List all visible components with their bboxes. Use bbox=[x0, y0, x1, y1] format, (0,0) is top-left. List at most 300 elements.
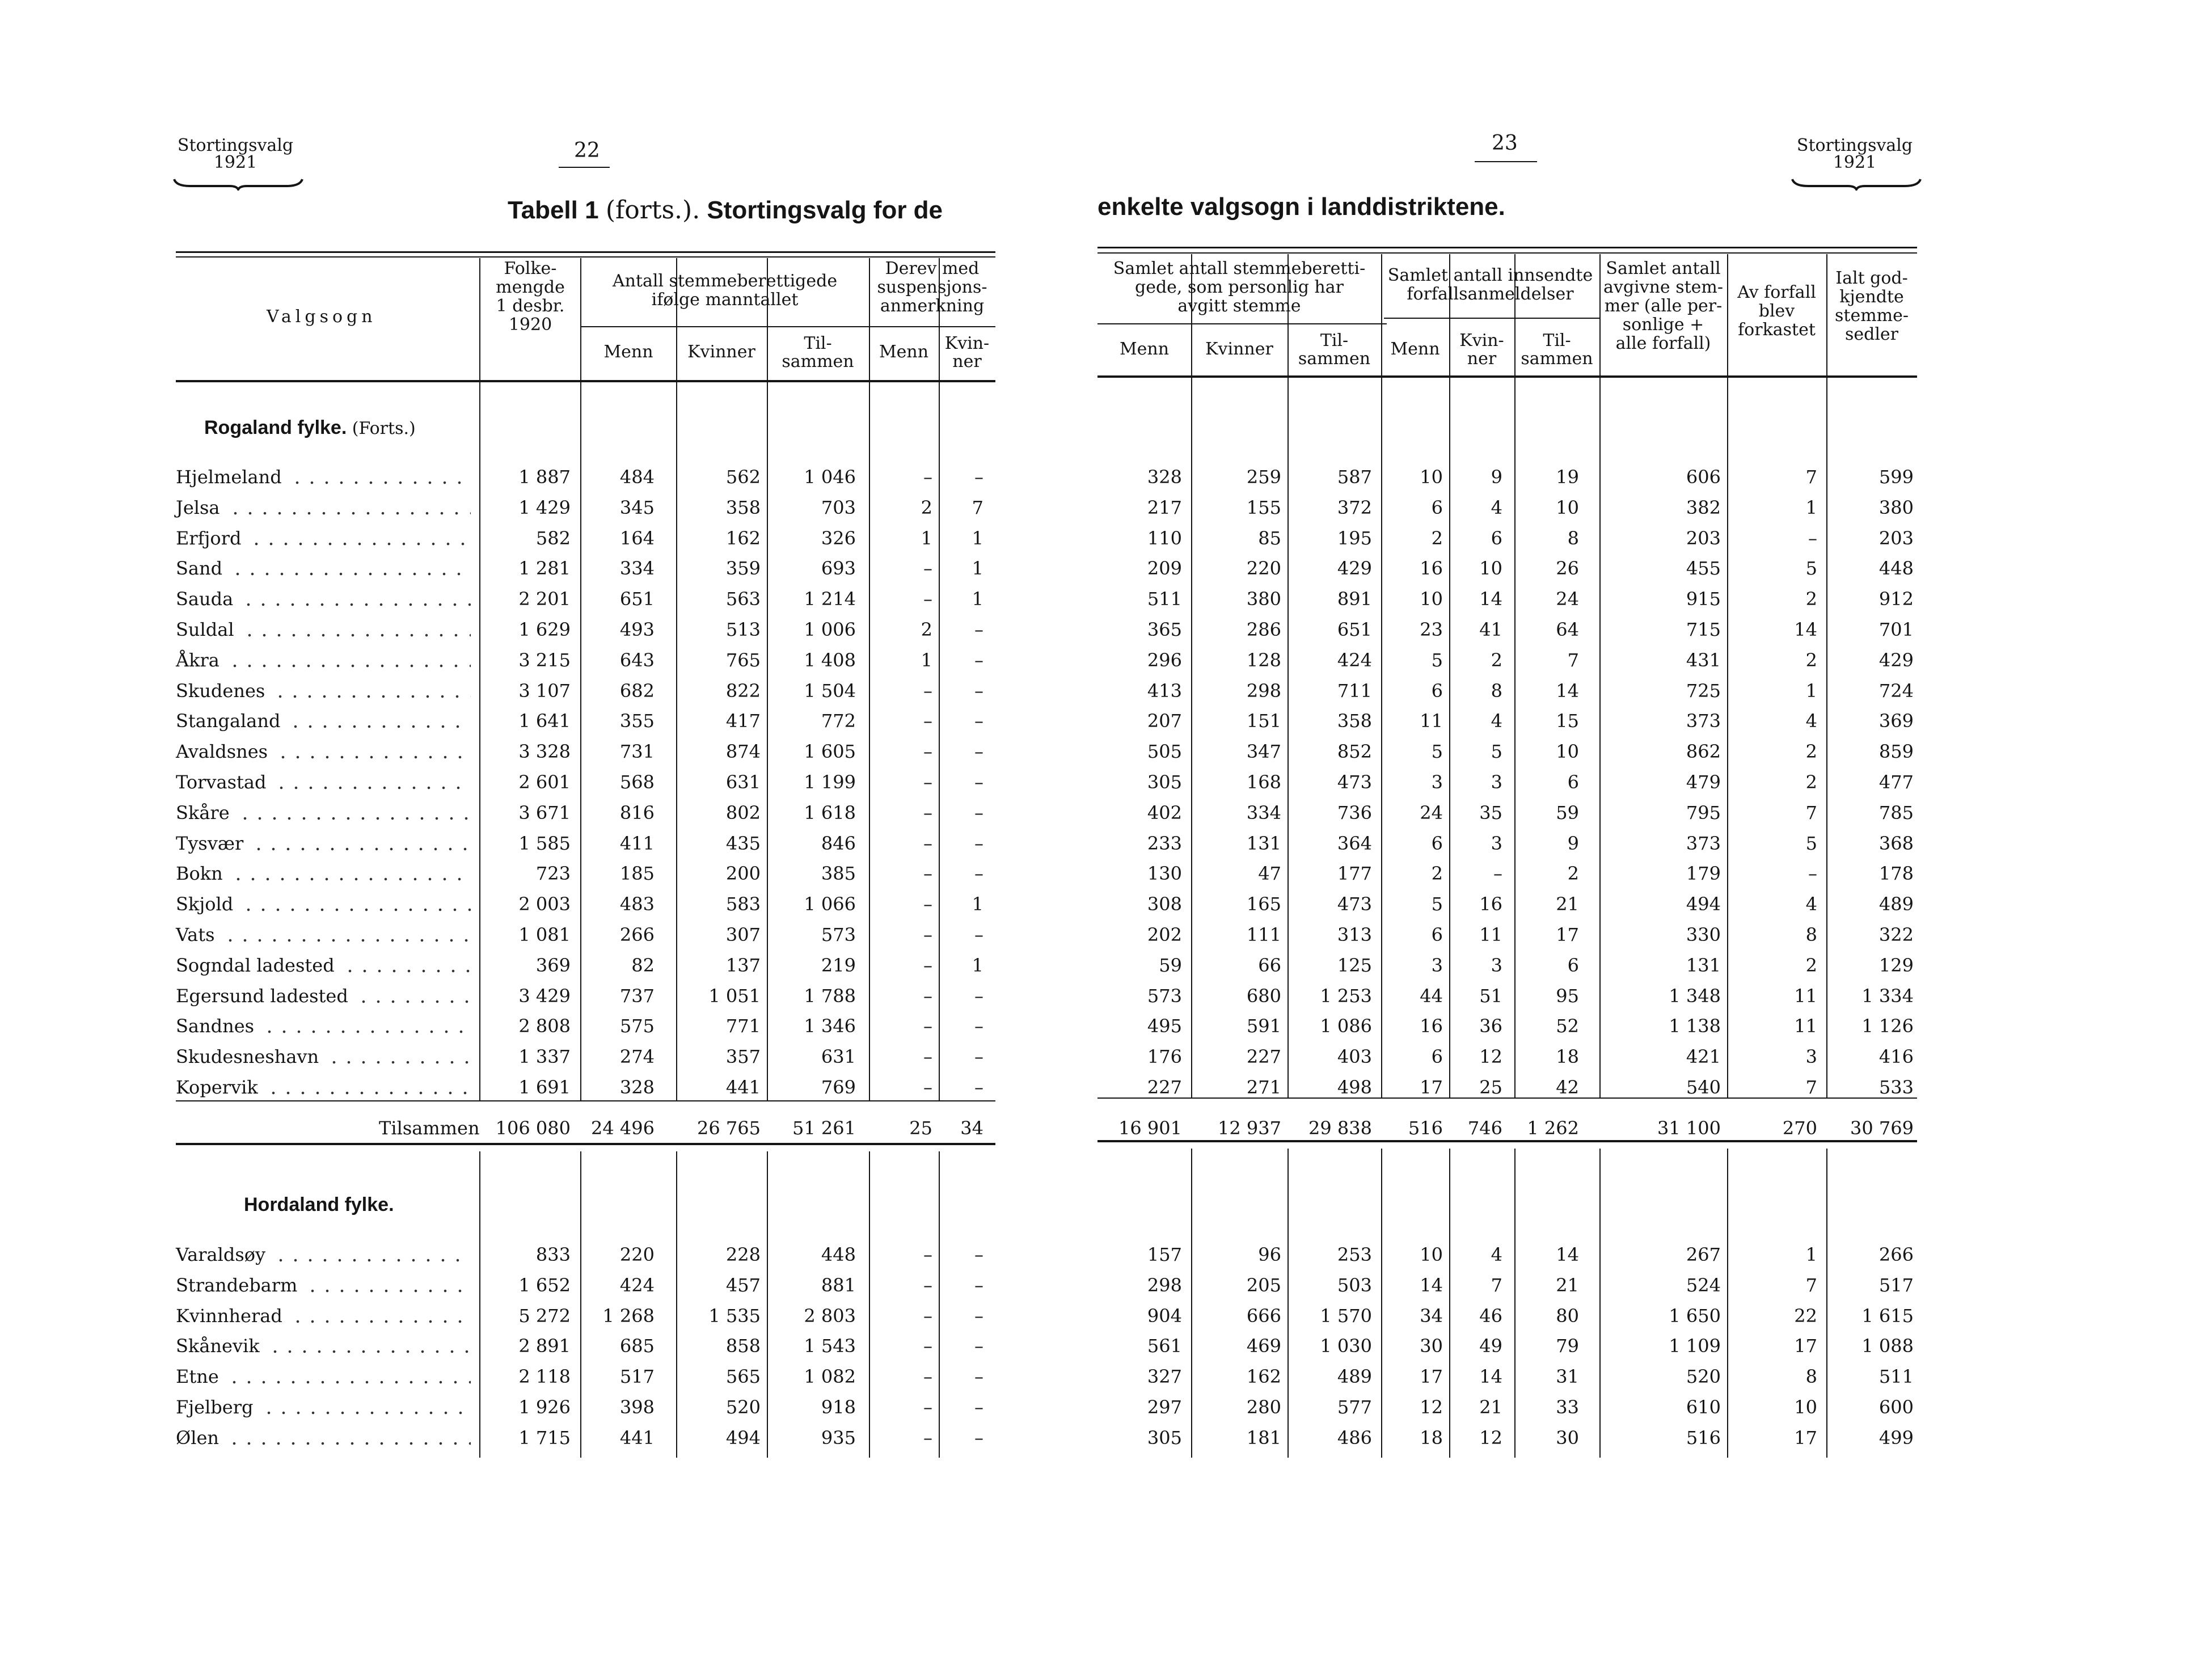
table-cell: 128 bbox=[1246, 649, 1281, 671]
table-cell: 2 803 bbox=[804, 1305, 856, 1327]
table-cell: 3 215 bbox=[518, 649, 571, 671]
table-cell: 131 bbox=[1686, 954, 1721, 976]
table-cell: 305 bbox=[1147, 1426, 1182, 1449]
table-cell: 15 bbox=[1556, 710, 1579, 732]
table-cell: 2 bbox=[921, 619, 932, 640]
total-cell: 25 bbox=[909, 1117, 932, 1139]
table-cell: 513 bbox=[725, 619, 761, 640]
table-cell: 31 bbox=[1556, 1366, 1579, 1388]
header-r-tilsammen-line: sammen bbox=[1298, 349, 1371, 369]
table-cell: 3 bbox=[1491, 832, 1502, 854]
row-name: Skudesneshavn bbox=[176, 1046, 319, 1068]
table-cell: 17 bbox=[1794, 1426, 1817, 1449]
table-cell: 42 bbox=[1556, 1077, 1579, 1098]
top-rule-right-thin bbox=[1097, 252, 1917, 254]
table-cell: 769 bbox=[821, 1077, 856, 1098]
table-cell: 380 bbox=[1878, 496, 1914, 518]
table-cell: 503 bbox=[1337, 1274, 1372, 1296]
table-cell: – bbox=[974, 771, 983, 793]
table-cell: 79 bbox=[1556, 1335, 1579, 1357]
row-name: Egersund ladested bbox=[176, 985, 348, 1007]
table-cell: 680 bbox=[1246, 985, 1281, 1007]
dot-leader bbox=[276, 741, 471, 759]
table-cell: 852 bbox=[1337, 741, 1372, 763]
table-cell: 701 bbox=[1878, 619, 1914, 640]
table-cell: 7 bbox=[1567, 649, 1579, 671]
table-cell: 486 bbox=[1337, 1426, 1372, 1449]
table-cell: 125 bbox=[1337, 954, 1372, 976]
table-cell: 682 bbox=[619, 679, 655, 702]
table-cell: 14 bbox=[1479, 588, 1502, 610]
right-running-header bbox=[1789, 137, 1920, 171]
table-cell: 334 bbox=[1246, 801, 1281, 824]
table-cell: 1 bbox=[972, 527, 983, 549]
row-name: Kopervik bbox=[176, 1077, 258, 1098]
table-cell: 35 bbox=[1479, 801, 1502, 824]
table-cell: 1 570 bbox=[1320, 1305, 1372, 1327]
table-cell: 498 bbox=[1337, 1077, 1372, 1098]
table-cell: 80 bbox=[1556, 1305, 1579, 1327]
table-cell: 2 891 bbox=[518, 1335, 571, 1357]
table-cell: 411 bbox=[619, 832, 655, 854]
table-cell: 1 bbox=[972, 954, 983, 976]
right-page-number: 23 bbox=[1492, 132, 1518, 155]
header-forfall-menn: Menn bbox=[1390, 339, 1440, 359]
table-cell: 1 bbox=[1805, 1244, 1817, 1265]
table-cell: 1 bbox=[1805, 496, 1817, 518]
header-folkemengde-line: 1 desbr. bbox=[496, 296, 565, 316]
table-cell: 280 bbox=[1246, 1396, 1281, 1418]
dot-leader bbox=[266, 1077, 471, 1095]
table-cell: 9 bbox=[1567, 832, 1579, 854]
column-divider-right bbox=[1514, 254, 1516, 1098]
table-cell: – bbox=[974, 1244, 983, 1265]
table-cell: 10 bbox=[1420, 588, 1443, 610]
table-cell: 4 bbox=[1491, 1244, 1502, 1265]
table-cell: 666 bbox=[1246, 1305, 1281, 1327]
table-cell: 802 bbox=[725, 801, 761, 824]
table-cell: 577 bbox=[1337, 1396, 1372, 1418]
table-cell: 1 641 bbox=[518, 710, 571, 732]
table-cell: 1 605 bbox=[804, 741, 856, 763]
row-name: Jelsa bbox=[176, 496, 220, 518]
table-cell: 473 bbox=[1337, 771, 1372, 793]
table-cell: 369 bbox=[1878, 710, 1914, 732]
table-cell: 904 bbox=[1147, 1305, 1182, 1327]
table-cell: 2 808 bbox=[518, 1015, 571, 1037]
table-cell: 157 bbox=[1147, 1244, 1182, 1265]
table-cell: 17 bbox=[1420, 1077, 1443, 1098]
antall-subheader-rule bbox=[580, 326, 869, 327]
header-r-menn: Menn bbox=[1119, 339, 1170, 359]
rogaland-forts: (Forts.) bbox=[352, 419, 416, 438]
table-cell: 1 281 bbox=[518, 558, 571, 580]
table-cell: 5 272 bbox=[518, 1305, 571, 1327]
table-cell: 3 bbox=[1431, 954, 1443, 976]
table-cell: 4 bbox=[1805, 710, 1817, 732]
table-cell: 1 030 bbox=[1320, 1335, 1372, 1357]
table-cell: 575 bbox=[619, 1015, 655, 1037]
left-running-header bbox=[170, 137, 301, 171]
table-cell: 130 bbox=[1147, 863, 1182, 885]
table-cell: 52 bbox=[1556, 1015, 1579, 1037]
table-cell: 14 bbox=[1556, 679, 1579, 702]
table-cell: 181 bbox=[1246, 1426, 1281, 1449]
dot-leader bbox=[290, 466, 471, 484]
dot-leader bbox=[273, 1244, 471, 1262]
table-cell: 520 bbox=[725, 1396, 761, 1418]
table-cell: 765 bbox=[725, 649, 761, 671]
table-cell: – bbox=[923, 1396, 932, 1418]
table-cell: 82 bbox=[631, 954, 655, 976]
table-cell: 364 bbox=[1337, 832, 1372, 854]
table-cell: 477 bbox=[1878, 771, 1914, 793]
table-cell: 200 bbox=[725, 863, 761, 885]
table-cell: 17 bbox=[1556, 924, 1579, 945]
table-cell: 524 bbox=[1686, 1274, 1721, 1296]
table-cell: 1 bbox=[1805, 679, 1817, 702]
table-cell: 494 bbox=[725, 1426, 761, 1449]
table-cell: 3 bbox=[1491, 771, 1502, 793]
table-cell: 95 bbox=[1556, 985, 1579, 1007]
table-cell: 1 926 bbox=[518, 1396, 571, 1418]
header-av-forfall-line: blev bbox=[1758, 301, 1795, 321]
table-cell: 313 bbox=[1337, 924, 1372, 945]
table-cell: 266 bbox=[1878, 1244, 1914, 1265]
table-cell: 185 bbox=[619, 863, 655, 885]
table-cell: 429 bbox=[1337, 558, 1372, 580]
table-cell: 693 bbox=[821, 558, 856, 580]
header-samlet-avgivne-line: alle forfall) bbox=[1615, 334, 1711, 353]
table-cell: 685 bbox=[619, 1335, 655, 1357]
table-cell: 1 081 bbox=[518, 924, 571, 945]
table-cell: – bbox=[1493, 863, 1502, 885]
table-cell: 373 bbox=[1686, 710, 1721, 732]
table-cell: – bbox=[923, 466, 932, 488]
row-name: Skåre bbox=[176, 801, 230, 824]
table-cell: – bbox=[974, 1396, 983, 1418]
header-derev-line: Derev med bbox=[885, 259, 980, 278]
table-cell: 1 138 bbox=[1669, 1015, 1721, 1037]
table-cell: 651 bbox=[619, 588, 655, 610]
table-cell: 11 bbox=[1794, 985, 1817, 1007]
table-cell: 307 bbox=[725, 924, 761, 945]
top-rule bbox=[176, 251, 995, 253]
row-name: Strandebarm bbox=[176, 1274, 298, 1296]
dot-leader bbox=[249, 527, 471, 546]
header-samlet-avgivne-line: Samlet antall bbox=[1606, 259, 1721, 278]
dot-leader bbox=[223, 924, 471, 942]
row-name: Tysvær bbox=[176, 832, 244, 854]
table-cell: 3 107 bbox=[518, 679, 571, 702]
top-rule-right bbox=[1097, 247, 1917, 248]
table-cell: 6 bbox=[1431, 924, 1443, 945]
table-cell: 606 bbox=[1686, 466, 1721, 488]
table-cell: 203 bbox=[1878, 527, 1914, 549]
table-cell: 398 bbox=[619, 1396, 655, 1418]
table-cell: 5 bbox=[1431, 649, 1443, 671]
table-cell: – bbox=[974, 1046, 983, 1068]
table-cell: – bbox=[1808, 527, 1817, 549]
table-cell: – bbox=[923, 1015, 932, 1037]
table-cell: – bbox=[1808, 863, 1817, 885]
column-divider-left bbox=[767, 258, 768, 1100]
dot-leader bbox=[228, 497, 471, 515]
table-cell: 6 bbox=[1491, 527, 1502, 549]
table-cell: 34 bbox=[1420, 1305, 1443, 1327]
table-cell: 30 bbox=[1556, 1426, 1579, 1449]
total-cell: 34 bbox=[960, 1117, 983, 1139]
table-cell: 17 bbox=[1420, 1366, 1443, 1388]
header-samlet-personlig-line: avgitt stemme bbox=[1177, 296, 1301, 316]
table-cell: 44 bbox=[1420, 985, 1443, 1007]
row-name: Fjelberg bbox=[176, 1396, 254, 1418]
table-cell: 610 bbox=[1686, 1396, 1721, 1418]
table-cell: 1 348 bbox=[1669, 985, 1721, 1007]
table-cell: 2 bbox=[1567, 863, 1579, 885]
table-cell: 473 bbox=[1337, 893, 1372, 915]
table-cell: 479 bbox=[1686, 771, 1721, 793]
row-name: Vats bbox=[176, 924, 215, 945]
table-cell: 731 bbox=[619, 741, 655, 763]
column-divider-left-lower bbox=[767, 1151, 768, 1458]
table-cell: – bbox=[974, 1077, 983, 1098]
table-cell: 600 bbox=[1878, 1396, 1914, 1418]
table-cell: 1 504 bbox=[804, 679, 856, 702]
table-cell: 177 bbox=[1337, 863, 1372, 885]
table-cell: 651 bbox=[1337, 619, 1372, 640]
table-cell: 46 bbox=[1479, 1305, 1502, 1327]
table-cell: 489 bbox=[1878, 893, 1914, 915]
table-cell: 495 bbox=[1147, 1015, 1182, 1037]
header-samlet-forfall-line: forfallsanmeldelser bbox=[1407, 284, 1574, 304]
table-cell: 1 199 bbox=[804, 771, 856, 793]
table-cell: 327 bbox=[1147, 1366, 1182, 1388]
row-name: Stangaland bbox=[176, 710, 281, 732]
row-name: Sand bbox=[176, 558, 223, 580]
table-cell: 736 bbox=[1337, 801, 1372, 824]
total-cell: 270 bbox=[1782, 1117, 1817, 1139]
table-cell: 16 bbox=[1420, 1015, 1443, 1037]
table-cell: 308 bbox=[1147, 893, 1182, 915]
table-cell: 881 bbox=[821, 1274, 856, 1296]
table-cell: 385 bbox=[821, 863, 856, 885]
table-cell: 8 bbox=[1805, 1366, 1817, 1388]
row-name: Suldal bbox=[176, 619, 234, 640]
table-cell: – bbox=[974, 801, 983, 824]
table-cell: 47 bbox=[1258, 863, 1281, 885]
header-ialt-line: stemme- bbox=[1835, 306, 1909, 326]
table-cell: 5 bbox=[1805, 558, 1817, 580]
table-cell: 517 bbox=[1878, 1274, 1914, 1296]
header-derev-kvinner-line: Kvin- bbox=[944, 334, 990, 353]
left-header-title: Stortingsvalg bbox=[177, 136, 294, 155]
table-cell: 217 bbox=[1147, 496, 1182, 518]
table-cell: 59 bbox=[1159, 954, 1182, 976]
table-cell: 131 bbox=[1246, 832, 1281, 854]
table-cell: 2 bbox=[1431, 863, 1443, 885]
table-cell: 918 bbox=[821, 1396, 856, 1418]
table-cell: – bbox=[923, 1077, 932, 1098]
right-header-title: Stortingsvalg bbox=[1796, 136, 1913, 155]
table-cell: – bbox=[974, 863, 983, 885]
section-heading-rogaland bbox=[204, 417, 416, 439]
table-cell: 372 bbox=[1337, 496, 1372, 518]
table-cell: 1 bbox=[972, 558, 983, 580]
table-cell: 520 bbox=[1686, 1366, 1721, 1388]
table-cell: 220 bbox=[1246, 558, 1281, 580]
table-cell: 2 bbox=[921, 496, 932, 518]
header-forfall-kvinner-line: ner bbox=[1467, 349, 1497, 369]
table-cell: 165 bbox=[1246, 893, 1281, 915]
table-cell: 441 bbox=[725, 1077, 761, 1098]
row-name: Erfjord bbox=[176, 527, 242, 549]
table-cell: 561 bbox=[1147, 1335, 1182, 1357]
table-cell: 85 bbox=[1258, 527, 1281, 549]
table-cell: 540 bbox=[1686, 1077, 1721, 1098]
table-cell: 724 bbox=[1878, 679, 1914, 702]
row-name: Avaldsnes bbox=[176, 741, 268, 763]
total-cell: 12 937 bbox=[1218, 1117, 1281, 1139]
table-cell: 1 109 bbox=[1669, 1335, 1721, 1357]
table-cell: 583 bbox=[725, 893, 761, 915]
table-cell: – bbox=[923, 1366, 932, 1388]
table-cell: 305 bbox=[1147, 771, 1182, 793]
table-cell: 14 bbox=[1794, 619, 1817, 640]
table-cell: 19 bbox=[1556, 466, 1579, 488]
table-cell: 1 535 bbox=[708, 1305, 761, 1327]
row-name: Sauda bbox=[176, 588, 234, 610]
table-cell: 573 bbox=[1147, 985, 1182, 1007]
dot-leader bbox=[356, 985, 471, 1003]
table-cell: 64 bbox=[1556, 619, 1579, 640]
table-cell: 416 bbox=[1878, 1046, 1914, 1068]
table-cell: – bbox=[974, 1366, 983, 1388]
row-name: Skudenes bbox=[176, 679, 265, 702]
table-cell: 49 bbox=[1479, 1335, 1502, 1357]
table-cell: 25 bbox=[1479, 1077, 1502, 1098]
table-cell: 328 bbox=[619, 1077, 655, 1098]
dot-leader bbox=[227, 649, 471, 668]
row-name: Kvinnherad bbox=[176, 1305, 282, 1327]
tilsammen-bottom-rule bbox=[176, 1143, 995, 1145]
header-samlet-personlig-line: Samlet antall stemmeberetti- bbox=[1113, 259, 1366, 278]
table-cell: – bbox=[923, 832, 932, 854]
table-cell: 715 bbox=[1686, 619, 1721, 640]
left-header-year: 1921 bbox=[213, 153, 257, 172]
table-cell: 643 bbox=[619, 649, 655, 671]
table-cell: 233 bbox=[1147, 832, 1182, 854]
dot-leader bbox=[241, 588, 471, 606]
table-cell: 10 bbox=[1556, 496, 1579, 518]
column-divider-right bbox=[1287, 254, 1289, 1098]
table-cell: – bbox=[974, 924, 983, 945]
header-folkemengde-line: Folke- bbox=[504, 259, 557, 278]
table-cell: 21 bbox=[1556, 1274, 1579, 1296]
table-cell: – bbox=[923, 801, 932, 824]
table-cell: 505 bbox=[1147, 741, 1182, 763]
table-cell: – bbox=[974, 1305, 983, 1327]
table-cell: 631 bbox=[725, 771, 761, 793]
table-cell: 21 bbox=[1556, 893, 1579, 915]
dot-leader bbox=[261, 1396, 471, 1415]
table-title-rest: Stortingsvalg for de bbox=[707, 196, 943, 224]
dot-leader bbox=[305, 1274, 471, 1293]
dot-leader bbox=[241, 893, 471, 911]
table-cell: 859 bbox=[1878, 741, 1914, 763]
table-cell: 26 bbox=[1556, 558, 1579, 580]
table-cell: 1 650 bbox=[1669, 1305, 1721, 1327]
table-cell: 631 bbox=[821, 1046, 856, 1068]
table-cell: – bbox=[923, 924, 932, 945]
table-cell: 417 bbox=[725, 710, 761, 732]
dot-leader bbox=[273, 680, 471, 698]
dot-leader bbox=[230, 558, 471, 576]
total-cell: 746 bbox=[1467, 1117, 1502, 1139]
table-cell: 357 bbox=[725, 1046, 761, 1068]
table-cell: 202 bbox=[1147, 924, 1182, 945]
table-cell: 772 bbox=[821, 710, 856, 732]
table-cell: 816 bbox=[619, 801, 655, 824]
table-cell: 582 bbox=[535, 527, 571, 549]
table-cell: 723 bbox=[535, 863, 571, 885]
table-cell: – bbox=[923, 985, 932, 1007]
table-cell: 24 bbox=[1420, 801, 1443, 824]
right-header-brace bbox=[1791, 177, 1922, 191]
table-cell: – bbox=[974, 1274, 983, 1296]
table-cell: 8 bbox=[1805, 924, 1817, 945]
table-cell: 1 408 bbox=[804, 649, 856, 671]
header-forfall-tilsammen-line: sammen bbox=[1521, 349, 1593, 369]
dot-leader bbox=[262, 1015, 471, 1033]
table-cell: 14 bbox=[1479, 1366, 1502, 1388]
table-cell: 5 bbox=[1805, 832, 1817, 854]
table-cell: – bbox=[923, 1335, 932, 1357]
table-cell: 271 bbox=[1246, 1077, 1281, 1098]
header-bottom-rule-right bbox=[1097, 375, 1917, 378]
table-cell: 2 118 bbox=[518, 1366, 571, 1388]
table-cell: 441 bbox=[619, 1426, 655, 1449]
table-cell: 382 bbox=[1686, 496, 1721, 518]
total-cell: 30 769 bbox=[1850, 1117, 1914, 1139]
table-cell: 227 bbox=[1246, 1046, 1281, 1068]
table-cell: 874 bbox=[725, 741, 761, 763]
header-ialt-line: Ialt god- bbox=[1835, 268, 1908, 288]
table-cell: 296 bbox=[1147, 649, 1182, 671]
table-cell: 599 bbox=[1878, 466, 1914, 488]
table-cell: 484 bbox=[619, 466, 655, 488]
hordaland-title: Hordaland fylke. bbox=[244, 1194, 394, 1215]
left-header-brace bbox=[173, 177, 303, 191]
table-title-left bbox=[508, 196, 943, 225]
total-cell: 31 100 bbox=[1657, 1117, 1721, 1139]
table-cell: 10 bbox=[1420, 466, 1443, 488]
table-cell: 891 bbox=[1337, 588, 1372, 610]
table-cell: 10 bbox=[1420, 1244, 1443, 1265]
table-cell: 59 bbox=[1556, 801, 1579, 824]
header-samlet-avgivne-line: avgivne stem- bbox=[1603, 277, 1723, 297]
table-cell: 6 bbox=[1431, 496, 1443, 518]
table-cell: 253 bbox=[1337, 1244, 1372, 1265]
row-name: Åkra bbox=[176, 649, 219, 671]
table-cell: 298 bbox=[1246, 679, 1281, 702]
table-cell: 489 bbox=[1337, 1366, 1372, 1388]
table-cell: 274 bbox=[619, 1046, 655, 1068]
table-cell: 18 bbox=[1556, 1046, 1579, 1068]
table-cell: – bbox=[923, 1274, 932, 1296]
header-ialt-line: kjendte bbox=[1839, 287, 1904, 307]
table-cell: – bbox=[923, 1244, 932, 1265]
